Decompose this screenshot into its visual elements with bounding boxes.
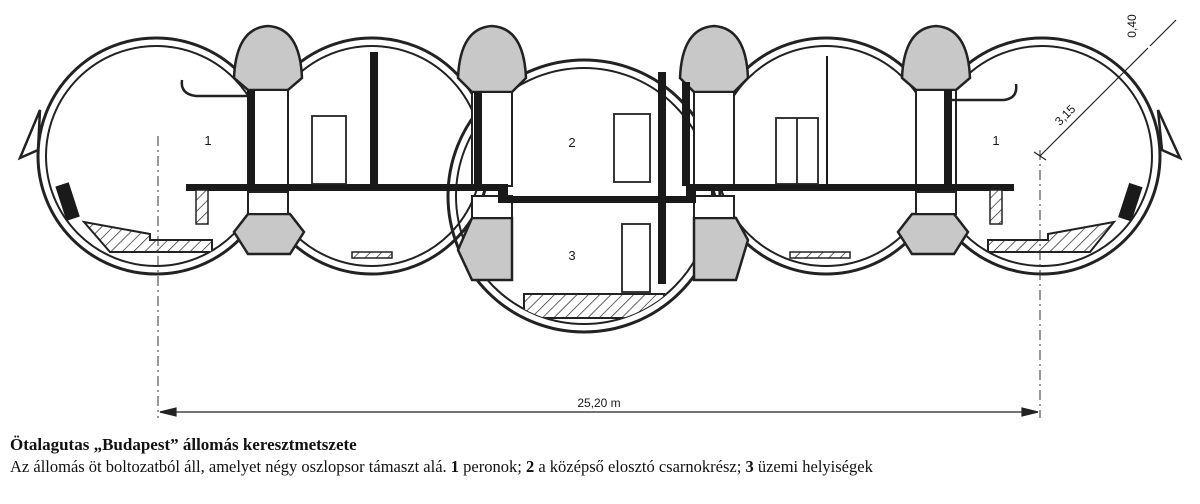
caption-item-text: a középső elosztó csarnokrész — [538, 457, 737, 476]
vault-left-inner — [46, 46, 266, 266]
caption-title: Ötalagutas „Budapest” állomás keresztmetszete — [10, 435, 357, 454]
caption-item-num: 3 — [745, 457, 754, 476]
caption-item-num: 1 — [450, 457, 460, 476]
mezzanine-slab — [186, 184, 1014, 203]
dimension-radius-label: 3,15 — [1051, 101, 1079, 129]
platform-floor-right — [988, 183, 1143, 252]
label-service-rooms: 3 — [568, 248, 576, 263]
caption-item-num: 2 — [525, 457, 535, 476]
door-mid-left — [312, 116, 346, 184]
axis-lines — [158, 136, 1040, 418]
dimension-total-width-label: 25,20 m — [577, 396, 621, 410]
platform-floor-left — [55, 182, 212, 252]
partition-walls — [247, 52, 952, 284]
outer-eaves — [20, 110, 1180, 158]
figure-caption — [10, 434, 1195, 478]
canopy-hooks — [182, 80, 1016, 100]
dimension-radius — [1034, 20, 1176, 160]
dimension-wall-label: 0,40 — [1125, 14, 1139, 38]
door-service-room — [622, 224, 650, 292]
label-platform-right: 1 — [992, 133, 1000, 148]
caption-item-text: üzemi helyiségek — [757, 457, 873, 476]
caption-item-text: peronok — [463, 457, 518, 476]
caption-intro: Az állomás öt boltozatból áll, amelyet négy oszlopsor támaszt alá. — [10, 457, 447, 476]
label-platform-left: 1 — [204, 133, 212, 148]
floor-center — [524, 294, 664, 318]
label-central-hall: 2 — [568, 135, 576, 150]
door-center-hall — [614, 114, 650, 182]
caption-text: Az állomás öt boltozatból áll, amelyet négy oszlopsor támaszt alá. 1 peronok; 2 a középső elosztó csarnokrész; 3 üzemi helyiségek — [10, 457, 873, 476]
column-capitals-top — [234, 26, 970, 92]
